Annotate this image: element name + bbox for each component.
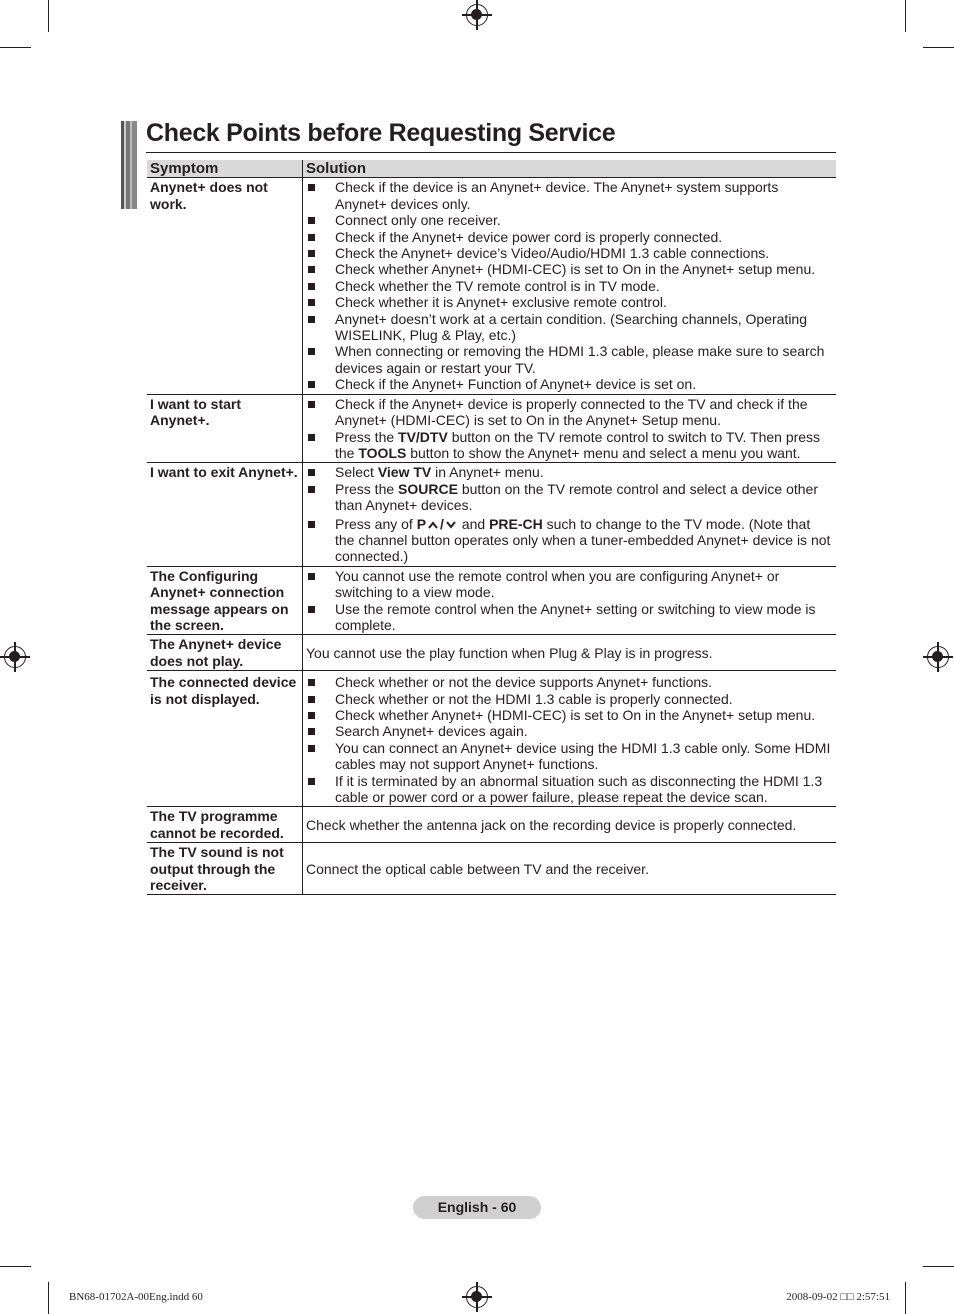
table-row: [147, 843, 836, 895]
chevron-down-icon: [446, 520, 456, 530]
list-item: Use the remote control when the Anynet+ setting or switching to view mode is complete.: [306, 601, 833, 634]
title-rule: [146, 152, 836, 153]
table-row: [147, 635, 836, 671]
list-item: If it is terminated by an abnormal situation such as disconnecting the HDMI 1.3 cable or power cord or a power failure, please repeat the device scan.: [306, 773, 833, 806]
list-item: Check whether the TV remote control is in TV mode.: [306, 278, 833, 294]
section-bar: [121, 121, 137, 209]
list-item: When connecting or removing the HDMI 1.3 cable, please make sure to search devices again or restart your TV.: [306, 343, 833, 376]
symptom-cell: Anynet+ does not work.: [147, 178, 303, 394]
solution-header: Solution: [303, 160, 837, 178]
list-item: Search Anynet+ devices again.: [306, 723, 833, 739]
list-item: Check whether Anynet+ (HDMI-CEC) is set to On in the Anynet+ setup menu.: [306, 261, 833, 277]
table-row: [147, 671, 836, 807]
solution-cell: [303, 178, 837, 394]
service-table: [147, 160, 836, 895]
list-item: Check the Anynet+ device’s Video/Audio/HDMI 1.3 cable connections.: [306, 245, 833, 261]
list-item: You cannot use the remote control when you are configuring Anynet+ or switching to a view mode.: [306, 568, 833, 601]
solution-cell: Connect the optical cable between TV and the receiver.: [303, 843, 837, 895]
solution-cell: [303, 463, 837, 566]
page-title: Check Points before Requesting Service: [146, 119, 616, 147]
chevron-up-icon: [428, 520, 438, 530]
table-row: [147, 566, 836, 635]
list-item: Check if the Anynet+ Function of Anynet+ device is set on.: [306, 376, 833, 392]
list-item: Check if the device is an Anynet+ device. The Anynet+ system supports Anynet+ devices only.: [306, 179, 833, 212]
table-row: [147, 178, 836, 394]
registration-mark-icon: [466, 4, 488, 26]
crop-mark: [905, 1282, 906, 1314]
table-row: [147, 463, 836, 566]
page-number-badge: English - 60: [413, 1196, 541, 1219]
crop-mark: [48, 0, 49, 32]
list-item: Check whether Anynet+ (HDMI-CEC) is set to On in the Anynet+ setup menu.: [306, 707, 833, 723]
crop-mark: [905, 0, 906, 32]
registration-mark-icon: [4, 646, 26, 668]
symptom-cell: The connected device is not displayed.: [147, 671, 303, 807]
table-row: [147, 394, 836, 463]
timestamp-slug: 2008-09-02 □□ 2:57:51: [786, 1291, 890, 1303]
list-item: You can connect an Anynet+ device using the HDMI 1.3 cable only. Some HDMI cables may not support Anynet+ functions.: [306, 740, 833, 773]
list-item: Check whether it is Anynet+ exclusive remote control.: [306, 294, 833, 310]
list-item: Press any of P / and PRE-CH such to change to the TV mode. (Note that the channel button operates only when a tuner-embedded Anynet+ device is not connected.): [306, 516, 833, 565]
list-item: Check if the Anynet+ device power cord is properly connected.: [306, 229, 833, 245]
solution-cell: [303, 671, 837, 807]
file-slug: BN68-01702A-00Eng.indd 60: [69, 1291, 203, 1303]
list-item: Check whether or not the HDMI 1.3 cable is properly connected.: [306, 691, 833, 707]
crop-mark: [48, 1282, 49, 1314]
list-item: Press the TV/DTV button on the TV remote control to switch to TV. Then press the TOOLS button to show the Anynet+ menu and select a menu you want.: [306, 429, 833, 462]
solution-cell: [303, 566, 837, 635]
symptom-header: Symptom: [147, 160, 303, 178]
solution-cell: Check whether the antenna jack on the recording device is properly connected.: [303, 807, 837, 843]
solution-cell: [303, 394, 837, 463]
crop-mark: [0, 47, 31, 48]
list-item: Select View TV in Anynet+ menu.: [306, 464, 833, 480]
crop-mark: [0, 1266, 31, 1267]
symptom-cell: The Anynet+ device does not play.: [147, 635, 303, 671]
solution-cell: You cannot use the play function when Plug & Play is in progress.: [303, 635, 837, 671]
list-item: Press the SOURCE button on the TV remote control and select a device other than Anynet+ devices.: [306, 481, 833, 514]
crop-mark: [923, 1266, 954, 1267]
registration-mark-icon: [466, 1286, 488, 1308]
list-item: Connect only one receiver.: [306, 212, 833, 228]
list-item: Check whether or not the device supports Anynet+ functions.: [306, 674, 833, 690]
symptom-cell: The Configuring Anynet+ connection message appears on the screen.: [147, 566, 303, 635]
registration-mark-icon: [927, 646, 949, 668]
symptom-cell: The TV programme cannot be recorded.: [147, 807, 303, 843]
table-row: [147, 807, 836, 843]
symptom-cell: The TV sound is not output through the receiver.: [147, 843, 303, 895]
list-item: Check if the Anynet+ device is properly connected to the TV and check if the Anynet+ (HDMI-CEC) is set to On in the Anynet+ Setup menu.: [306, 396, 833, 429]
symptom-cell: I want to exit Anynet+.: [147, 463, 303, 566]
list-item: Anynet+ doesn’t work at a certain condition. (Searching channels, Operating WISELINK, Plug & Play, etc.): [306, 311, 833, 344]
crop-mark: [923, 47, 954, 48]
symptom-cell: I want to start Anynet+.: [147, 394, 303, 463]
table-header-row: [147, 160, 836, 178]
